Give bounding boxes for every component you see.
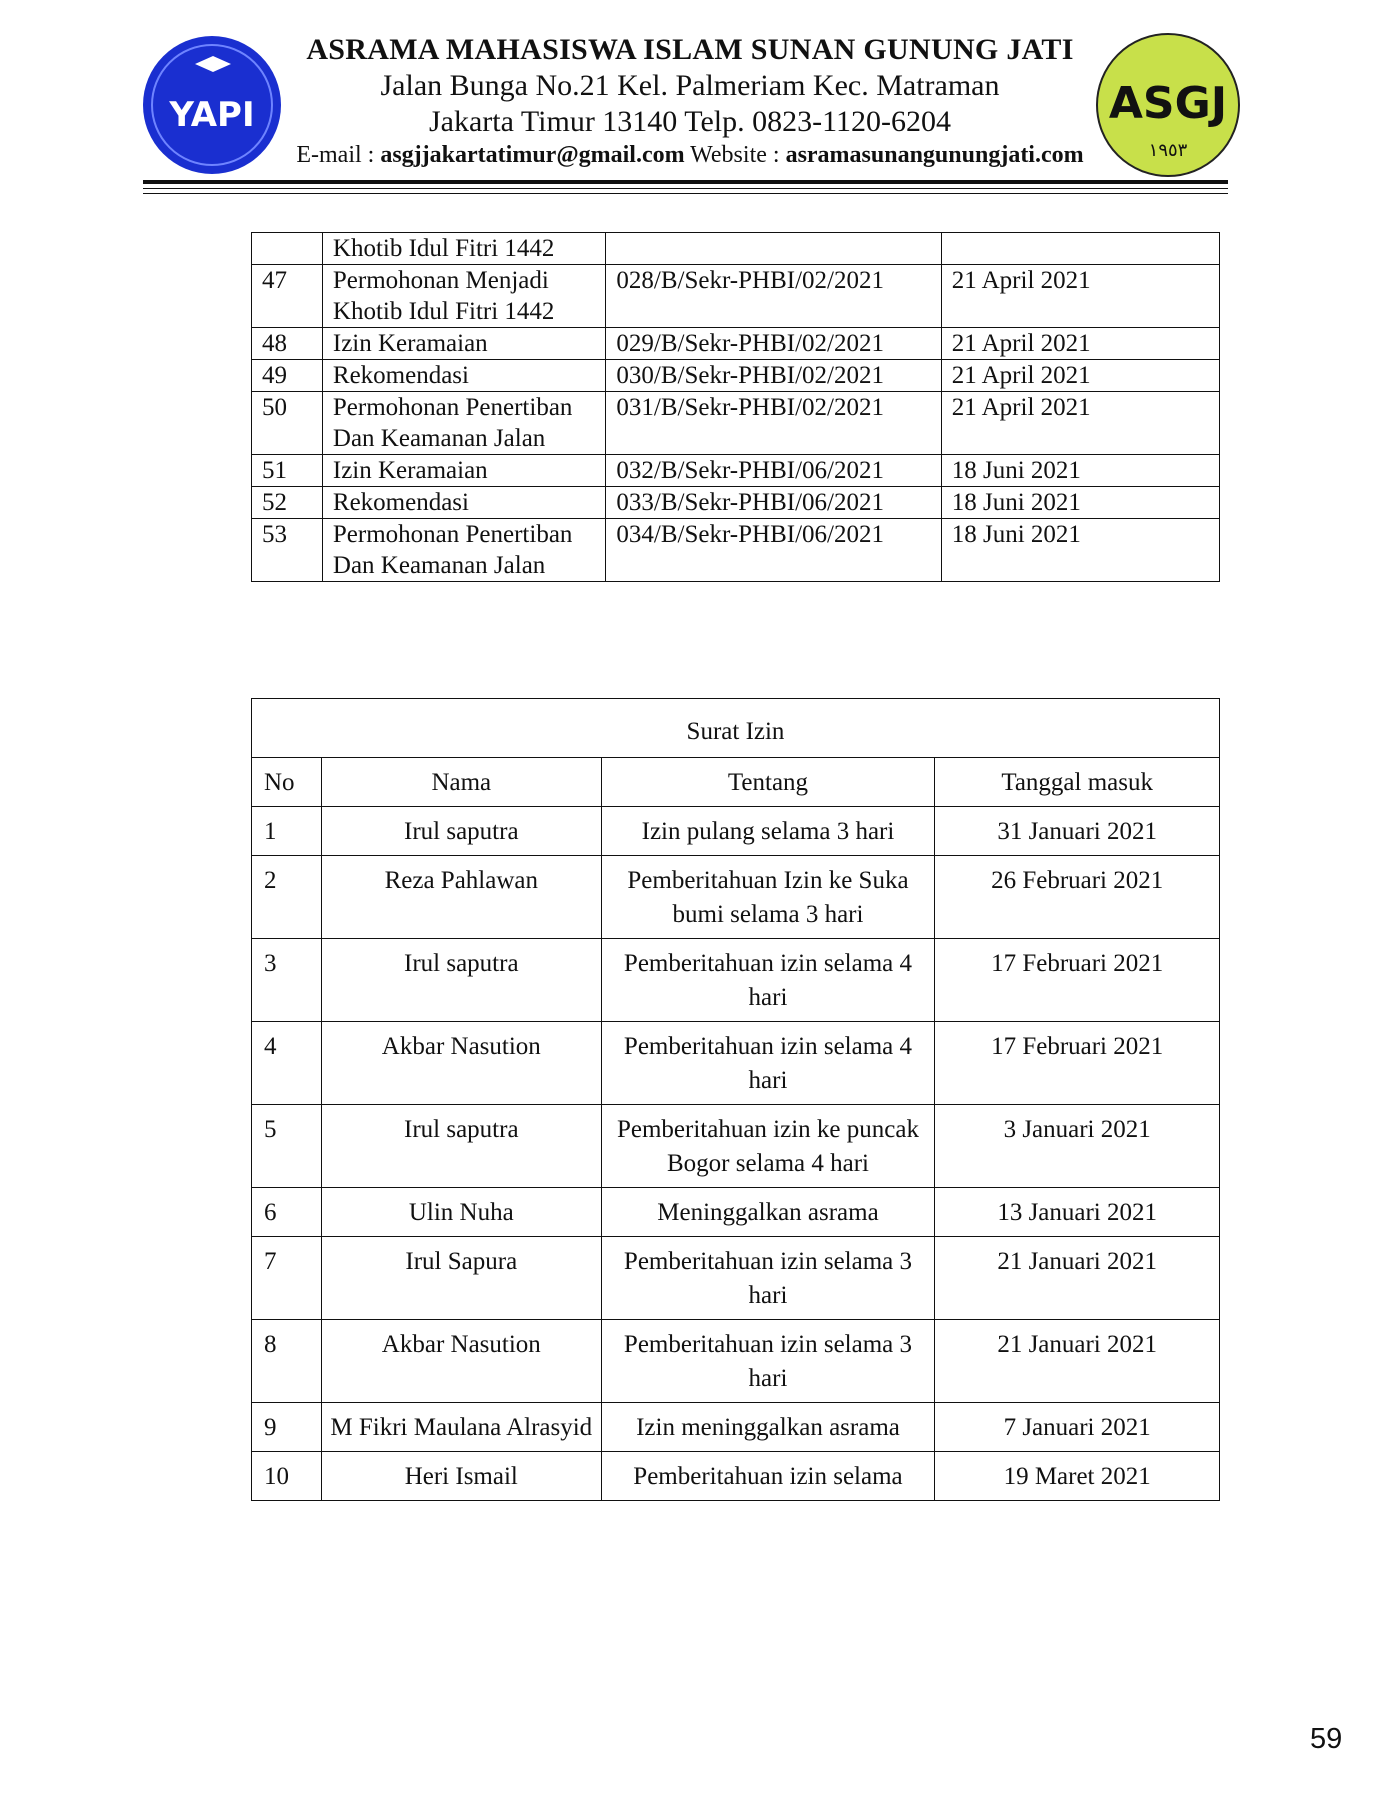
row-about: Izin pulang selama 3 hari: [601, 807, 935, 856]
table-row: [252, 856, 1220, 939]
row-name: Akbar Nasution: [321, 1022, 601, 1105]
row-name: M Fikri Maulana Alrasyid: [321, 1403, 601, 1452]
address-line-2: Jakarta Timur 13140 Telp. 0823-1120-6204: [428, 105, 952, 138]
letters-table: [251, 232, 1220, 582]
letterhead-text: [280, 30, 1100, 170]
row-date: 21 Januari 2021: [935, 1320, 1220, 1403]
row-about: Izin meninggalkan asrama: [601, 1403, 935, 1452]
row-number: 9: [252, 1403, 322, 1452]
row-date: 21 Januari 2021: [935, 1237, 1220, 1320]
yapi-logo-text: YAPI: [169, 95, 255, 135]
table-row: [252, 1188, 1220, 1237]
row-number: [252, 233, 323, 265]
row-date: 21 April 2021: [941, 392, 1219, 455]
row-subject: Khotib Idul Fitri 1442: [322, 233, 606, 265]
table-row: [252, 519, 1220, 582]
permission-table-body: [252, 699, 1220, 1501]
row-about: Pemberitahuan izin selama 4 hari: [601, 1022, 935, 1105]
row-number: 50: [252, 392, 323, 455]
row-name: Reza Pahlawan: [321, 856, 601, 939]
row-name: Irul saputra: [321, 807, 601, 856]
asgj-logo-year: ١٩٥٣: [1148, 140, 1188, 161]
row-number: 49: [252, 360, 323, 392]
table-row: [252, 1237, 1220, 1320]
row-number: 2: [252, 856, 322, 939]
page-number: 59: [1310, 1723, 1343, 1755]
row-date: 18 Juni 2021: [941, 455, 1219, 487]
letters-table-body: [252, 233, 1220, 582]
organization-name: ASRAMA MAHASISWA ISLAM SUNAN GUNUNG JATI: [306, 33, 1074, 66]
row-number: 7: [252, 1237, 322, 1320]
row-name: Akbar Nasution: [321, 1320, 601, 1403]
row-number: 52: [252, 487, 323, 519]
row-number: 4: [252, 1022, 322, 1105]
table-row: [252, 1105, 1220, 1188]
table-row: [252, 360, 1220, 392]
asgj-logo: [1095, 32, 1241, 178]
row-date: 18 Juni 2021: [941, 519, 1219, 582]
table-row: [252, 455, 1220, 487]
row-date: [941, 233, 1219, 265]
row-about: Pemberitahuan izin selama 3 hari: [601, 1320, 935, 1403]
row-letter-number: 032/B/Sekr-PHBI/06/2021: [606, 455, 941, 487]
address-line-1: Jalan Bunga No.21 Kel. Palmeriam Kec. Matraman: [380, 69, 1000, 102]
table-row: [252, 1022, 1220, 1105]
header-rule-thick: [143, 180, 1228, 184]
table-header-row: [252, 758, 1220, 807]
row-about: Pemberitahuan izin selama 3 hari: [601, 1237, 935, 1320]
row-subject: Izin Keramaian: [322, 455, 606, 487]
email-address: asgjjakartatimur@gmail.com: [380, 142, 685, 168]
row-name: Ulin Nuha: [321, 1188, 601, 1237]
row-subject: Rekomendasi: [322, 487, 606, 519]
row-about: Pemberitahuan izin selama 4 hari: [601, 939, 935, 1022]
row-name: Irul Sapura: [321, 1237, 601, 1320]
header-no: No: [252, 758, 322, 807]
website-label: Website :: [684, 142, 786, 168]
header-tentang: Tentang: [601, 758, 935, 807]
table-row: [252, 392, 1220, 455]
row-letter-number: 031/B/Sekr-PHBI/02/2021: [606, 392, 941, 455]
table-row: [252, 807, 1220, 856]
table-row: [252, 233, 1220, 265]
table-row: [252, 939, 1220, 1022]
header-rule-thin: [143, 188, 1228, 189]
row-date: 26 Februari 2021: [935, 856, 1220, 939]
row-date: 21 April 2021: [941, 328, 1219, 360]
row-subject: Permohonan Menjadi Khotib Idul Fitri 1442: [322, 265, 606, 328]
row-subject: Permohonan Penertiban Dan Keamanan Jalan: [322, 392, 606, 455]
letterhead: [135, 30, 1235, 190]
row-number: 53: [252, 519, 323, 582]
row-number: 51: [252, 455, 323, 487]
row-number: 47: [252, 265, 323, 328]
row-name: Irul saputra: [321, 939, 601, 1022]
row-letter-number: 034/B/Sekr-PHBI/06/2021: [606, 519, 941, 582]
website-address: asramasunangunungjati.com: [785, 142, 1084, 168]
row-letter-number: 030/B/Sekr-PHBI/02/2021: [606, 360, 941, 392]
row-name: Heri Ismail: [321, 1452, 601, 1501]
row-date: 31 Januari 2021: [935, 807, 1220, 856]
table-row: [252, 487, 1220, 519]
contact-line: [280, 140, 1100, 170]
row-subject: Rekomendasi: [322, 360, 606, 392]
table-caption: Surat Izin: [252, 699, 1220, 758]
row-date: 3 Januari 2021: [935, 1105, 1220, 1188]
row-date: 13 Januari 2021: [935, 1188, 1220, 1237]
row-number: 48: [252, 328, 323, 360]
row-subject: Permohonan Penertiban Dan Keamanan Jalan: [322, 519, 606, 582]
table-row: [252, 265, 1220, 328]
header-tanggal: Tanggal masuk: [935, 758, 1220, 807]
table-row: [252, 1320, 1220, 1403]
asgj-logo-text: ASGJ: [1108, 78, 1228, 129]
table-row: [252, 1452, 1220, 1501]
row-date: 21 April 2021: [941, 265, 1219, 328]
table-row: [252, 1403, 1220, 1452]
table-caption-row: [252, 699, 1220, 758]
row-about: Pemberitahuan izin selama: [601, 1452, 935, 1501]
row-date: 19 Maret 2021: [935, 1452, 1220, 1501]
header-rule-thin: [143, 193, 1228, 194]
row-subject: Izin Keramaian: [322, 328, 606, 360]
row-letter-number: 033/B/Sekr-PHBI/06/2021: [606, 487, 941, 519]
row-date: 18 Juni 2021: [941, 487, 1219, 519]
header-nama: Nama: [321, 758, 601, 807]
row-date: 17 Februari 2021: [935, 1022, 1220, 1105]
row-about: Pemberitahuan Izin ke Suka bumi selama 3 hari: [601, 856, 935, 939]
row-about: Meninggalkan asrama: [601, 1188, 935, 1237]
row-number: 10: [252, 1452, 322, 1501]
row-number: 8: [252, 1320, 322, 1403]
email-label: E-mail :: [296, 142, 381, 168]
yapi-logo: [141, 34, 283, 176]
row-letter-number: 029/B/Sekr-PHBI/02/2021: [606, 328, 941, 360]
row-number: 6: [252, 1188, 322, 1237]
permission-letters-table: [251, 698, 1220, 1501]
row-date: 7 Januari 2021: [935, 1403, 1220, 1452]
row-letter-number: [606, 233, 941, 265]
row-number: 1: [252, 807, 322, 856]
row-letter-number: 028/B/Sekr-PHBI/02/2021: [606, 265, 941, 328]
row-name: Irul saputra: [321, 1105, 601, 1188]
row-number: 3: [252, 939, 322, 1022]
row-date: 21 April 2021: [941, 360, 1219, 392]
row-number: 5: [252, 1105, 322, 1188]
row-about: Pemberitahuan izin ke puncak Bogor selama 4 hari: [601, 1105, 935, 1188]
table-row: [252, 328, 1220, 360]
row-date: 17 Februari 2021: [935, 939, 1220, 1022]
